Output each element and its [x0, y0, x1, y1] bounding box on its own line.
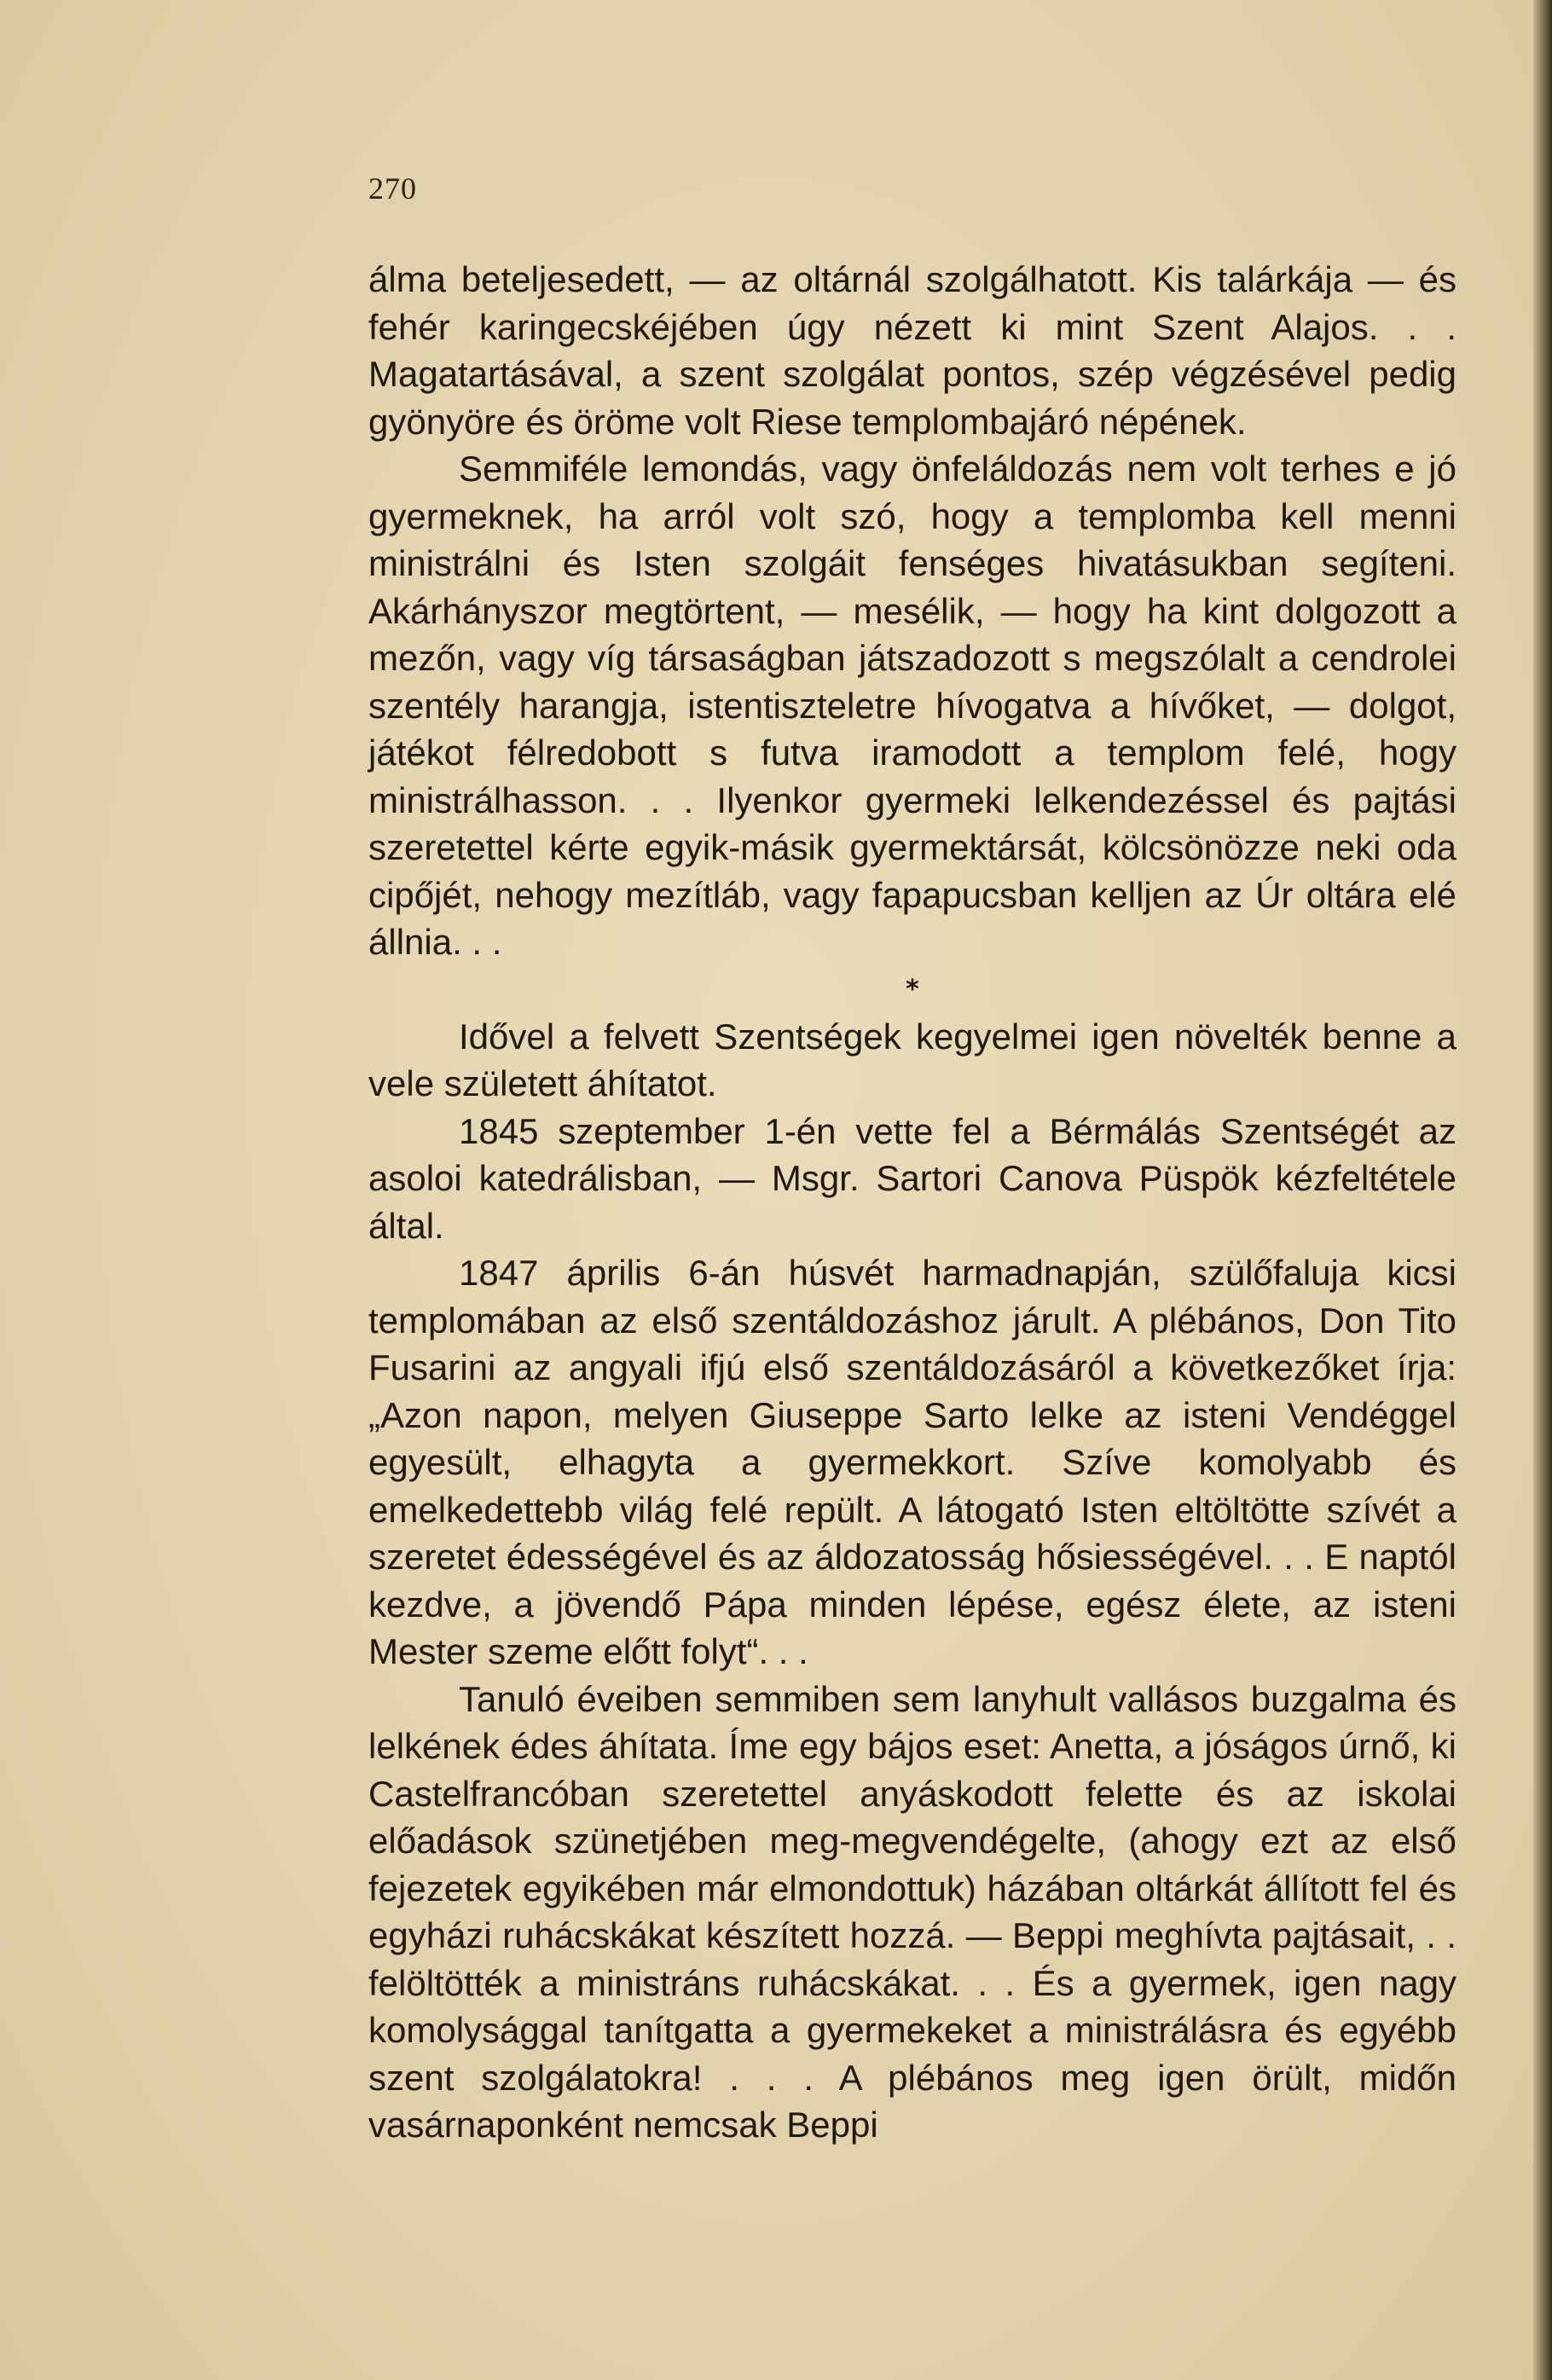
paragraph-6: Tanuló éveiben semmiben sem lanyhult vallásos buzgalma és lelkének édes áhítata. Íme egy bájos eset: Anetta, a jóságos úrnő, ki Castelfrancóban szeretettel anyáskodott felette és az iskolai előadások szünetjében meg-megvendégelte, (ahogy ezt az első fejezetek egyikében már elmondottuk) házában oltárkát állított fel és egyházi ruhácskákat készített hozzá. — Beppi meghívta pajtásait, . . felöltötték a ministráns ruhácskákat. . . És a gyermek, igen nagy komolysággal tanítgatta a gyermekeket a ministrálásra és egyébb szent szolgálatokra! . . . A plébános meg igen örült, midőn vasárnaponként nemcsak Beppi: [368, 1678, 1456, 2145]
section-separator: *: [906, 974, 919, 1005]
page-edge-shadow: [1533, 0, 1552, 2380]
paragraph-1: álma beteljesedett, — az oltárnál szolgálhatott. Kis talárkája — és fehér karingecskéjében úgy nézett ki mint Szent Alajos. . . Magatartásával, a szent szolgálat pontos, szép végzésével pedig gyönyöre és öröme volt Riese templombajáró népének.: [368, 259, 1456, 442]
body-text: [368, 256, 1456, 2149]
page-number: 270: [368, 171, 417, 206]
paragraph-5: 1847 április 6-án húsvét harmadnapján, szülőfaluja kicsi templomában az első szentáldozáshoz járult. A plébános, Don Tito Fusarini az angyali ifjú első szentáldozásáról a következőket írja: „Azon napon, melyen Giuseppe Sarto lelke az isteni Vendéggel egyesült, elhagyta a gyermekkort. Szíve komolyabb és emelkedettebb világ felé repült. A látogató Isten eltöltötte szívét a szeretet édességével és az áldozatosság hősiességével. . . E naptól kezdve, a jövendő Pápa minden lépése, egész élete, az isteni Mester szeme előtt folyt“. . .: [368, 1253, 1456, 1671]
paragraph-3: Idővel a felvett Szentségek kegyelmei igen növelték benne a vele született áhítatot.: [368, 1016, 1456, 1103]
paragraph-2: Semmiféle lemondás, vagy önfeláldozás nem volt terhes e jó gyermeknek, ha arról volt szó, hogy a templomba kell menni ministrálni és Isten szolgáit fenséges hivatásukban segíteni. Akárhányszor megtörtent, — mesélik, — hogy ha kint dolgozott a mezőn, vagy víg társaságban játszadozott s megszólalt a cendrolei szentély harangja, istentiszteletre hívogatva a hívőket, — dolgot, játékot félredobott s futva iramodott a templom felé, hogy ministrálhasson. . . Ilyenkor gyermeki lelkendezéssel és pajtási szeretettel kérte egyik-másik gyermektársát, kölcsönözze neki oda cipőjét, nehogy mezítláb, vagy fapapucsban kelljen az Úr oltára elé állnia. . .: [368, 449, 1456, 962]
paragraph-4: 1845 szeptember 1-én vette fel a Bérmálás Szentségét az asoloi katedrálisban, — Msgr. Sartori Canova Püspök kézfeltétele által.: [368, 1110, 1456, 1246]
